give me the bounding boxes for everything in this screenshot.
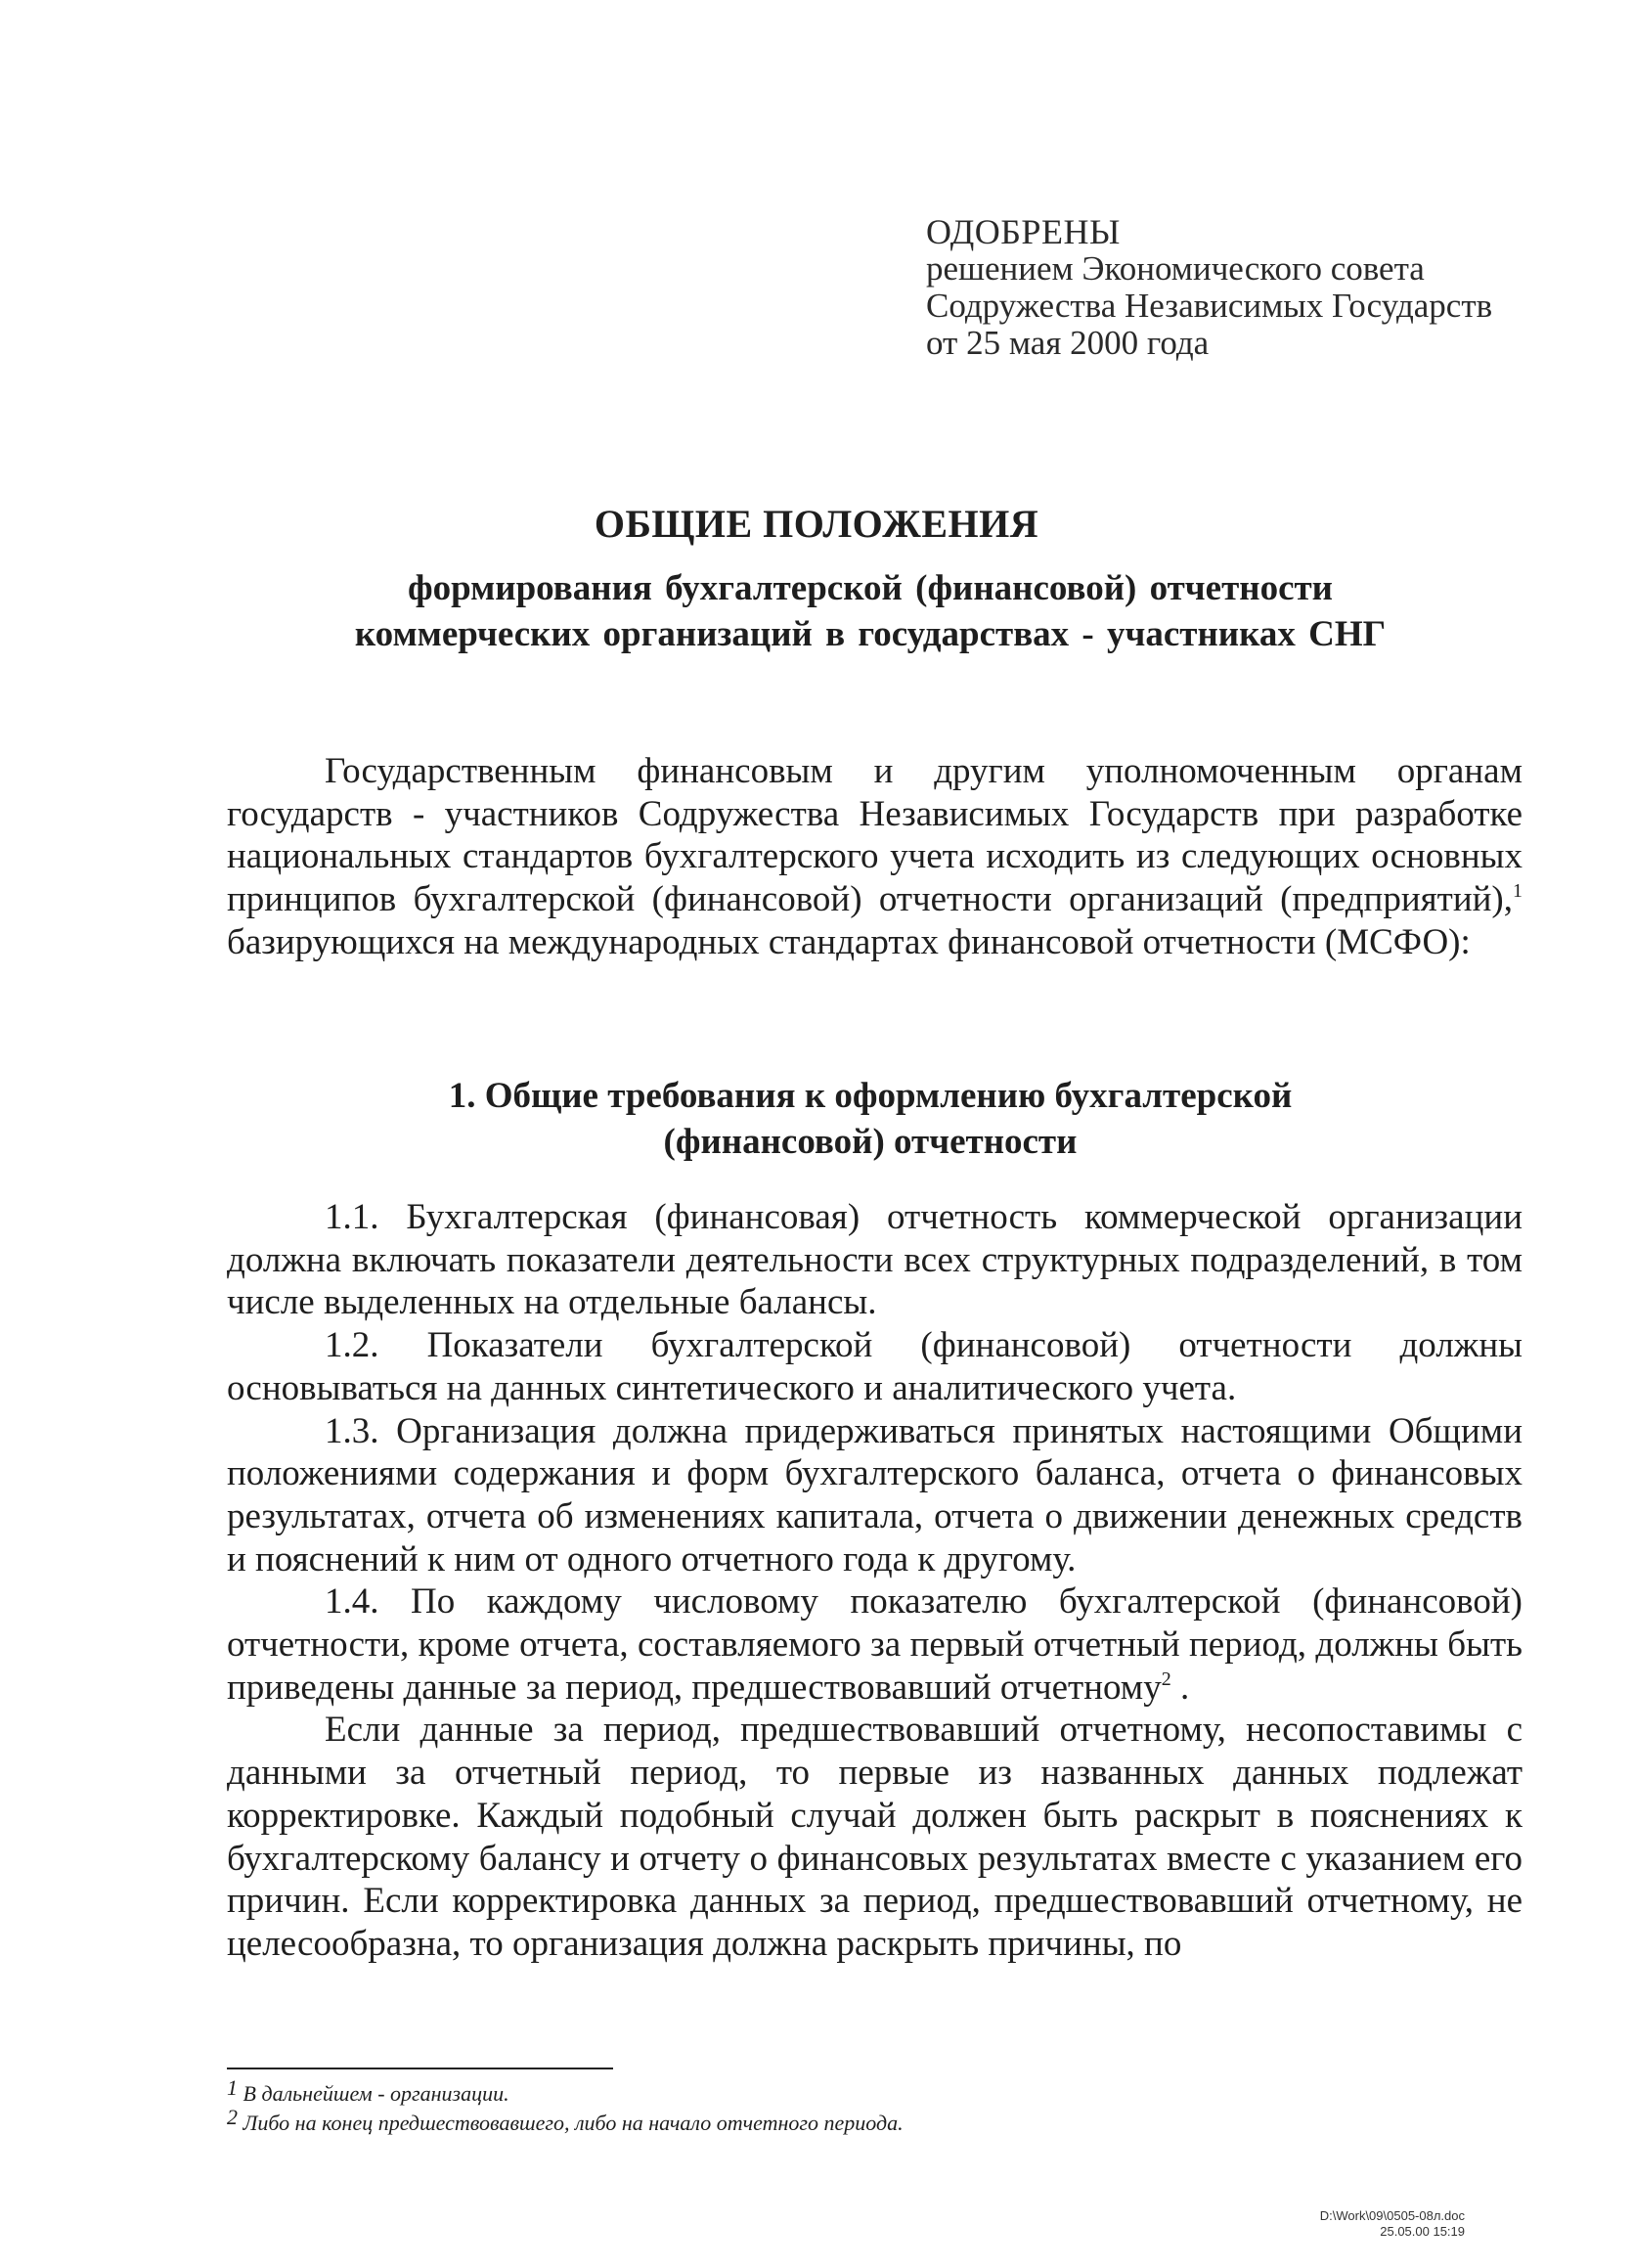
section-1-heading-line-2: (финансовой) отчетности bbox=[663, 1122, 1078, 1162]
approval-line-3: от 25 мая 2000 года bbox=[926, 324, 1210, 362]
clause-1-4-text: 1.4. По каждому числовому показателю бухгалтерской (финансовой) отчетности, кроме отчета, составляемого за первый отчетный период, должны быть приведены данные за период, предшествовавший отчетному bbox=[227, 1581, 1523, 1708]
clause-1-4-continuation: Если данные за период, предшествовавший отчетному, несопоставимы с данными за отчетный период, то первые из названных данных подлежат корректировке. Каждый подобный случай должен быть раскрыт в пояснениях к бухгалтерскому балансу и отчету о финансовых результатах вместе с указанием его причин. Если корректировка данных за период, предшествовавший отчетному, не целесообразна, то организация должна раскрыть причины, по bbox=[227, 1710, 1523, 1964]
approval-line-2: Содружества Независимых Государств bbox=[926, 287, 1493, 325]
subtitle-line-1: формирования бухгалтерской (финансовой) отчетности bbox=[407, 568, 1334, 608]
footnote-1 bbox=[227, 2075, 904, 2109]
footnote-2-number: 2 bbox=[227, 2105, 238, 2129]
clause-1-1: 1.1. Бухгалтерская (финансовая) отчетность коммерческой организации должна включать показатели деятельности всех структурных подразделений, в том числе выделенных на отдельные балансы. bbox=[227, 1197, 1523, 1323]
file-timestamp: 25.05.00 15:19 bbox=[1380, 2224, 1465, 2239]
footnote-ref-1: 1 bbox=[1513, 880, 1523, 903]
clause-1-3: 1.3. Организация должна придерживаться принятых настоящими Общими положениями содержания и форм бухгалтерского баланса, отчета о финансовых результатах, отчета об изменениях капитала, отчета о движении денежных средств и пояснений к ним от одного отчетного года к другому. bbox=[227, 1410, 1523, 1579]
approval-heading: ОДОБРЕНЫ bbox=[926, 212, 1121, 251]
footnote-1-number: 1 bbox=[227, 2075, 238, 2100]
section-1-heading-line-1: 1. Общие требования к оформлению бухгалтерской bbox=[448, 1076, 1293, 1116]
section-1-heading bbox=[293, 1073, 1447, 1165]
clause-1-4-end: . bbox=[1170, 1667, 1190, 1708]
intro-text-part-1: Государственным финансовым и другим уполномоченным органам государств - участников Содружества Независимых Государств при разработке национальных стандартов бухгалтерского учета исходить из следующих основных принципов бухгалтерской (финансовой) отчетности организаций (предприятий), bbox=[227, 751, 1523, 920]
file-info bbox=[1320, 2208, 1465, 2240]
footnote-ref-2: 2 bbox=[1161, 1668, 1171, 1690]
clause-1-2: 1.2. Показатели бухгалтерской (финансовой) отчетности должны основываться на данных синтетического и аналитического учета. bbox=[227, 1325, 1523, 1408]
subtitle-line-2: коммерческих организаций в государствах - участниках СНГ bbox=[354, 614, 1387, 654]
footnote-2 bbox=[227, 2105, 904, 2138]
section-1-body bbox=[227, 1196, 1523, 1966]
approval-line-1: решением Экономического совета bbox=[926, 249, 1425, 288]
file-path: D:\Work\09\0505-08л.doc bbox=[1319, 2208, 1465, 2223]
intro-text-part-2: базирующихся на международных стандартах финансовой отчетности (МСФО): bbox=[227, 921, 1471, 962]
document-title: ОБЩИЕ ПОЛОЖЕНИЯ bbox=[594, 502, 1039, 546]
document-subtitle bbox=[293, 565, 1447, 657]
footnotes bbox=[227, 2075, 904, 2138]
approval-stamp bbox=[926, 213, 1492, 362]
clause-1-4 bbox=[227, 1580, 1523, 1709]
footnote-2-text: Либо на конец предшествовавшего, либо на начало отчетного периода. bbox=[238, 2111, 904, 2135]
footnote-1-text: В дальнейшем - организации. bbox=[238, 2081, 509, 2106]
intro-text bbox=[227, 750, 1523, 964]
footnote-divider bbox=[227, 2068, 613, 2069]
intro-paragraph bbox=[227, 750, 1523, 964]
